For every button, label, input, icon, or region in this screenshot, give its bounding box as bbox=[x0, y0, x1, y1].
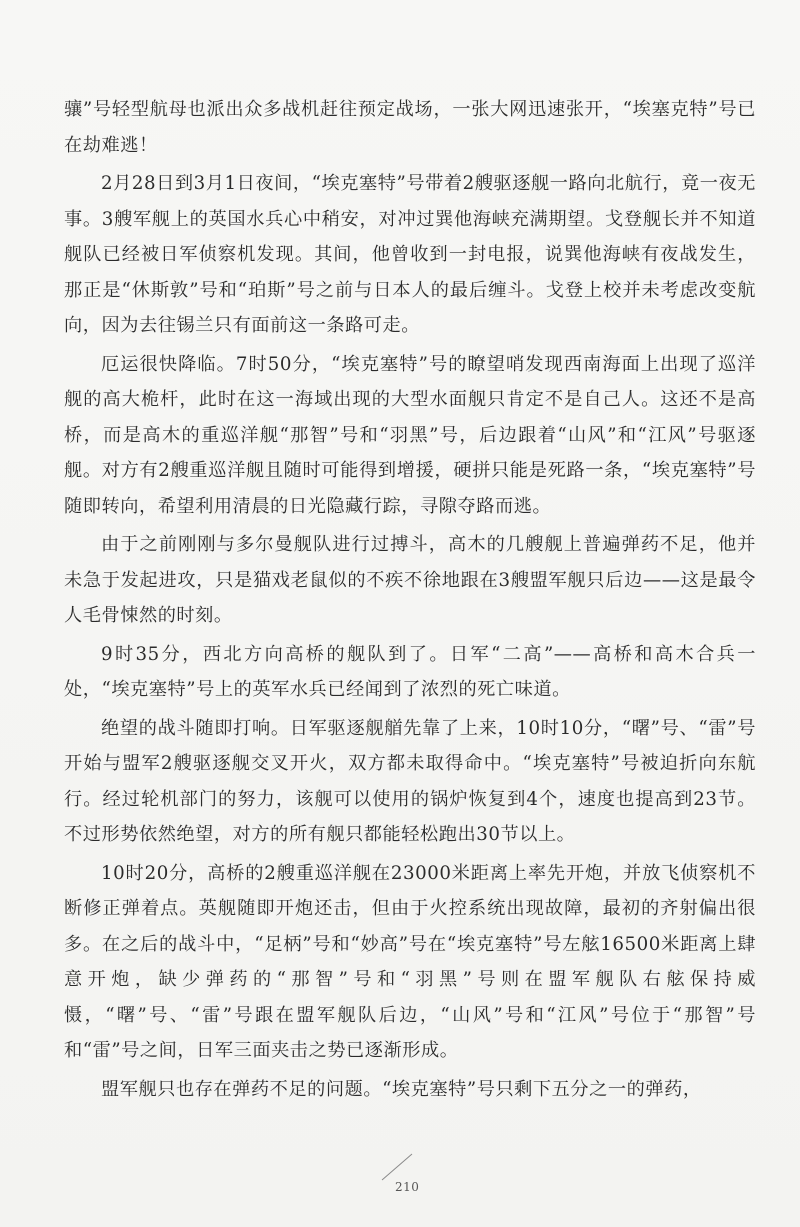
page-number: 210 bbox=[395, 1180, 420, 1194]
paragraph: 2月28日到3月1日夜间，“埃克塞特”号带着2艘驱逐舰一路向北航行，竟一夜无事。3艘军舰上的英国水兵心中稍安，对冲过巽他海峡充满期望。戈登舰长并不知道舰队已经被日军侦察机发现。其间，他曾收到一封电报，说巽他海峡有夜战发生，那正是“休斯敦”号和“珀斯”号之前与日本人的最后缠斗。戈登上校并未考虑改变航向，因为去往锡兰只有面前这一条路可走。 bbox=[64, 173, 756, 336]
paragraph: 厄运很快降临。7时50分，“埃克塞特”号的瞭望哨发现西南海面上出现了巡洋舰的高大桅杆，此时在这一海域出现的大型水面舰只肯定不是自己人。这还不是高桥，而是高木的重巡洋舰“那智”号和“羽黑”号，后边跟着“山风”和“江风”号驱逐舰。对方有2艘重巡洋舰且随时可能得到增援，硬拼只能是死路一条，“埃克塞特”号随即转向，希望利用清晨的日光隐藏行踪，寻隙夺路而逃。 bbox=[64, 353, 756, 517]
paragraph-continuation: 骧”号轻型航母也派出众多战机赶往预定战场，一张大网迅速张开，“埃塞克特”号已在劫难逃！ bbox=[64, 99, 756, 156]
body-text bbox=[64, 92, 756, 1107]
folio-slash-decoration bbox=[380, 1152, 414, 1182]
paragraph: 盟军舰只也存在弹药不足的问题。“埃克塞特”号只剩下五分之一的弹药， bbox=[101, 1078, 702, 1100]
paragraph: 9时35分，西北方向高桥的舰队到了。日军“二高”——高桥和高木合兵一处，“埃克塞特”号上的英军水兵已经闻到了浓烈的死亡味道。 bbox=[64, 643, 756, 700]
paragraph: 10时20分，高桥的2艘重巡洋舰在23000米距离上率先开炮，并放飞侦察机不断修正弹着点。英舰随即开炮还击，但由于火控系统出现故障，最初的齐射偏出很多。在之后的战斗中，“足柄”号和“妙高”号在“埃克塞特”号左舷16500米距离上肆意开炮，缺少弹药的“那智”号和“羽黑”号则在盟军舰队右舷保持威慑，“曙”号、“雷”号跟在盟军舰队后边，“山风”号和“江风”号位于“那智”号和“雷”号之间，日军三面夹击之势已逐渐形成。 bbox=[64, 862, 756, 1061]
paragraph: 绝望的战斗随即打响。日军驱逐舰艏先靠了上来，10时10分，“曙”号、“雷”号开始与盟军2艘驱逐舰交叉开火，双方都未取得命中。“埃克塞特”号被迫折向东航行。经过轮机部门的努力，该舰可以使用的锅炉恢复到4个，速度也提高到23节。不过形势依然绝望，对方的所有舰只都能轻松跑出30节以上。 bbox=[64, 717, 756, 845]
paragraph: 由于之前刚刚与多尔曼舰队进行过搏斗，高木的几艘舰上普遍弹药不足，他并未急于发起进攻，只是猫戏老鼠似的不疾不徐地跟在3艘盟军舰只后边——这是最令人毛骨悚然的时刻。 bbox=[64, 534, 756, 626]
